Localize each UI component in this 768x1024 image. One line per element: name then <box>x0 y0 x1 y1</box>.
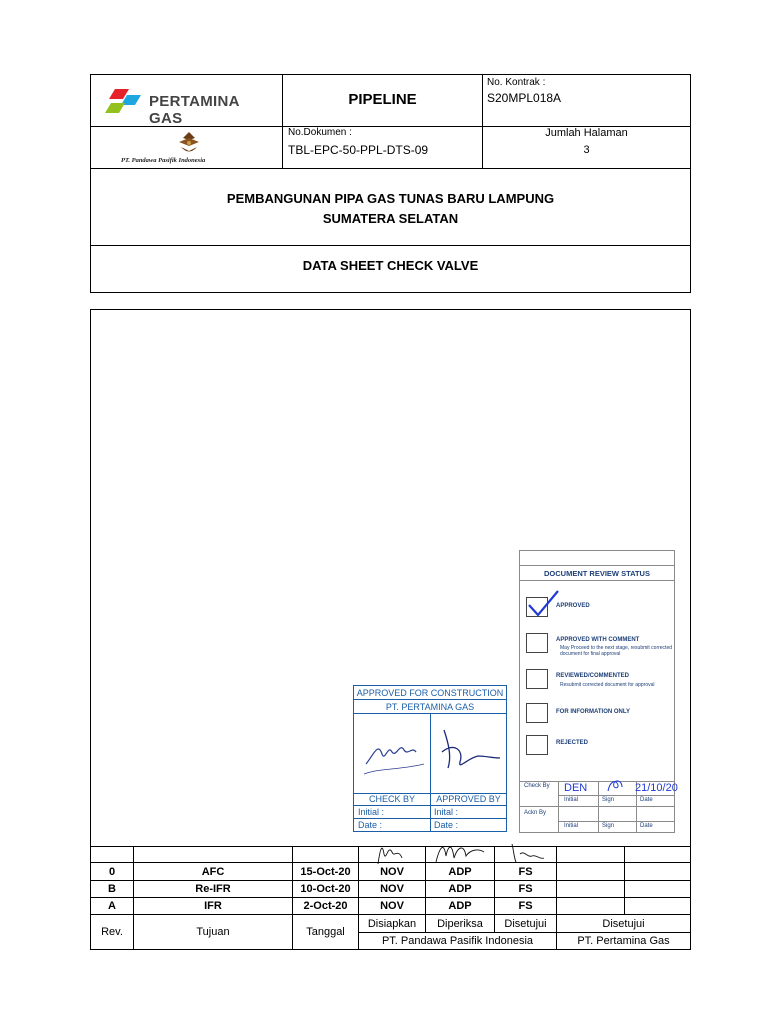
document-header <box>90 74 691 293</box>
prepared-signature <box>372 838 412 866</box>
pages-label: Jumlah Halaman <box>545 127 628 139</box>
checkmark-icon <box>526 589 560 619</box>
document-title: DATA SHEET CHECK VALVE <box>302 258 479 273</box>
row2-purpose: IFR <box>204 899 222 912</box>
checked-signature <box>432 838 488 866</box>
row2-prepared: NOV <box>380 899 404 912</box>
check-by-label: CHECK BY <box>368 794 415 804</box>
initial-right: Inital : <box>434 807 459 817</box>
pandawa-emblem-icon <box>175 130 203 156</box>
row0-prepared: NOV <box>380 865 404 878</box>
footer-rev: Rev. <box>101 926 123 938</box>
review-stamp-title: DOCUMENT REVIEW STATUS <box>544 569 650 578</box>
review-status-stamp <box>519 550 678 833</box>
sign-label-2: Sign <box>602 823 615 829</box>
row1-approved: FS <box>518 882 533 895</box>
for-information-only-checkbox <box>526 703 548 723</box>
row0-approved: FS <box>518 865 533 878</box>
option-approved-with-comment: APPROVED WITH COMMENT <box>556 637 640 643</box>
row1-rev: B <box>108 882 116 895</box>
row0-checked: ADP <box>448 865 472 878</box>
stamp-company: PT. PERTAMINA GAS <box>385 702 475 712</box>
project-title-line2: SUMATERA SELATAN <box>322 211 459 226</box>
pages-value: 3 <box>583 144 590 156</box>
date-right: Date : <box>434 820 459 830</box>
check-by-initial: DEN <box>564 782 588 794</box>
row0-date: 15-Oct-20 <box>300 865 351 878</box>
option-approved-with-comment-note: May Proceed to the next stage, resubmit corrected document for final approval <box>560 645 672 657</box>
initial-label-2: Initial <box>564 823 579 829</box>
approved-by-label: APPROVED BY <box>436 794 501 804</box>
row2-rev: A <box>108 899 116 912</box>
row0-purpose: AFC <box>201 865 225 878</box>
document-no-label: No.Dokumen : <box>288 127 352 138</box>
project-title-line1: PEMBANGUNAN PIPA GAS TUNAS BARU LAMPUNG <box>226 191 555 206</box>
contract-label: No. Kontrak : <box>487 77 546 88</box>
row1-purpose: Re-IFR <box>195 882 231 895</box>
initial-left: Initial : <box>358 807 385 817</box>
reviewed-commented-checkbox <box>526 669 548 689</box>
option-rejected: REJECTED <box>556 740 589 746</box>
row0-rev: 0 <box>108 865 116 878</box>
reviewer-signature <box>604 777 626 795</box>
check-by-signature <box>360 724 428 780</box>
date-left: Date : <box>358 820 383 830</box>
option-reviewed-commented-note: Resubmit corrected document for approval <box>560 682 655 688</box>
contractor-logo <box>111 130 271 166</box>
footer-prepared: Disiapkan <box>367 917 417 930</box>
footer-purpose: Tujuan <box>196 926 230 938</box>
pertamina-logo <box>105 85 275 127</box>
footer-client-approved: Disetujui <box>602 917 645 930</box>
option-reviewed-commented: REVIEWED/COMMENTED <box>556 673 630 679</box>
initial-label-1: Initial <box>564 797 579 803</box>
row1-date: 10-Oct-20 <box>300 882 351 895</box>
sign-label-1: Sign <box>602 797 615 803</box>
row2-date: 2-Oct-20 <box>303 899 348 912</box>
row1-checked: ADP <box>448 882 472 895</box>
document-no: TBL-EPC-50-PPL-DTS-09 <box>288 143 429 157</box>
footer-contractor: PT. Pandawa Pasifik Indonesia <box>381 934 534 947</box>
rejected-checkbox <box>526 735 548 755</box>
approval-stamp <box>353 685 507 832</box>
contract-number: S20MPL018A <box>487 91 562 105</box>
footer-date: Tanggal <box>306 926 345 938</box>
check-by-date: 21/10/20 <box>635 782 678 794</box>
row2-approved: FS <box>518 899 533 912</box>
date-label-1: Date <box>640 797 653 803</box>
document-type: PIPELINE <box>348 91 417 108</box>
footer-checked: Diperiksa <box>437 917 483 930</box>
date-label-2: Date <box>640 823 653 829</box>
option-for-information-only: FOR INFORMATION ONLY <box>556 709 630 715</box>
contractor-logo-text: PT. Pandawa Pasifik Indonesia <box>121 157 206 164</box>
ackn-by-label: Ackn By <box>524 810 547 816</box>
pertamina-logo-text: PERTAMINA GAS <box>149 93 240 127</box>
approved-by-signature <box>434 722 504 778</box>
approved-with-comment-checkbox <box>526 633 548 653</box>
stamp-title: APPROVED FOR CONSTRUCTION <box>356 688 504 698</box>
footer-client: PT. Pertamina Gas <box>577 934 670 947</box>
footer-approved: Disetujui <box>504 917 547 930</box>
check-by-label: Check By <box>524 783 550 789</box>
row1-prepared: NOV <box>380 882 404 895</box>
option-approved: APPROVED <box>556 603 590 609</box>
row2-checked: ADP <box>448 899 472 912</box>
